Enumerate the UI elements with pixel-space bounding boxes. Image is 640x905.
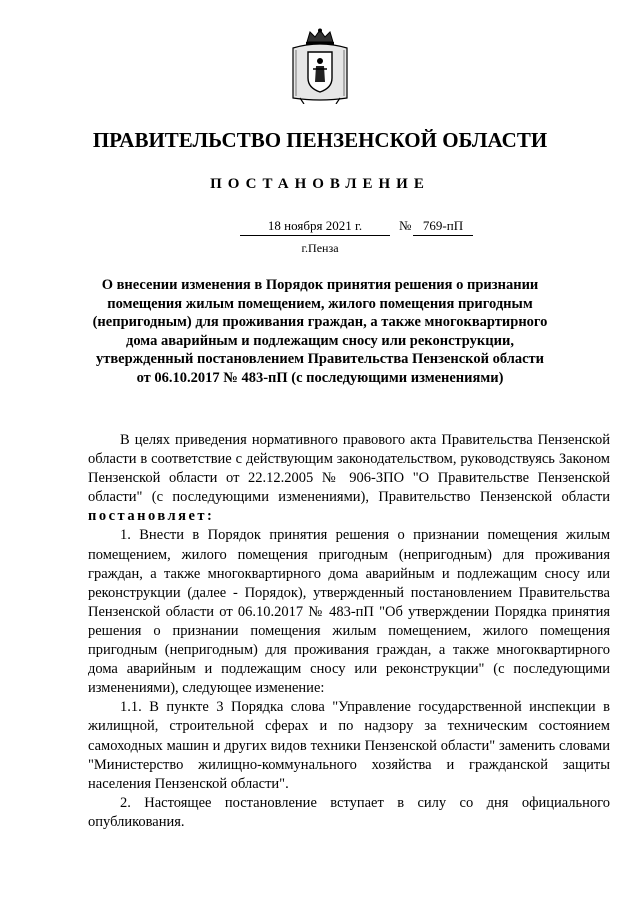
resolves-word: постановляет: bbox=[88, 508, 215, 525]
preamble-paragraph bbox=[88, 431, 610, 526]
preamble-text: В целях приведения нормативного правового акта Правительства Пензенской области в соответствие с действующим законодательством, руководствуясь Законом Пензенской области от 22.12.2005 № 906-ЗПО "О Правительстве Пензенской области" (с последующими изменениями), Правительство Пензенской области bbox=[88, 432, 610, 506]
document-number: 769-пП bbox=[413, 218, 473, 236]
org-title: ПРАВИТЕЛЬСТВО ПЕНЗЕНСКОЙ ОБЛАСТИ bbox=[92, 128, 548, 152]
document-city: г.Пенза bbox=[301, 241, 339, 255]
pensa-oblast-coat-of-arms-icon bbox=[290, 28, 350, 104]
coat-of-arms-emblem bbox=[290, 28, 350, 104]
item-1-1-paragraph: 1.1. В пункте 3 Порядка слова "Управление государственной инспекции в жилищной, строительной сферах и по надзору за техническим состоянием самоходных машин и других видов техники Пензенской области" заменить словами "Министерство жилищно-коммунального хозяйства и гражданской защиты населения Пензенской области". bbox=[88, 699, 610, 792]
document-subject: О внесении изменения в Порядок принятия решения о признании помещения жилым помещением, жилого помещения пригодным (непригодным) для проживания граждан, а также многоквартирного дома аварийным и подлежащим сносу или реконструкции, утвержденный постановлением Правительства Пензенской области от 06.10.2017 № 483-пП (с последующими изменениями) bbox=[92, 277, 548, 386]
document-details bbox=[0, 218, 640, 238]
number-sign: № bbox=[399, 218, 412, 233]
document-type: ПОСТАНОВЛЕНИЕ bbox=[210, 176, 430, 192]
item-1-paragraph: 1. Внести в Порядок принятия решения о признании помещения жилым помещением, жилого помещения пригодным (непригодным) для проживания граждан, а также многоквартирного дома аварийным и подлежащим сносу или реконструкции (далее - Порядок), утвержденный постановлением Правительства Пензенской области от 06.10.2017 № 483-пП "Об утверждении Порядка принятия решения о признании помещения жилым помещением, жилого помещения пригодным (непригодным) для проживания граждан, а также многоквартирного дома аварийным и подлежащим сносу или реконструкции" (с последующими изменениями), следующее изменение: bbox=[88, 527, 610, 697]
document-body bbox=[88, 431, 610, 832]
document-date: 18 ноября 2021 г. bbox=[240, 218, 390, 236]
item-2-paragraph: 2. Настоящее постановление вступает в силу со дня официального опубликования. bbox=[88, 794, 610, 830]
